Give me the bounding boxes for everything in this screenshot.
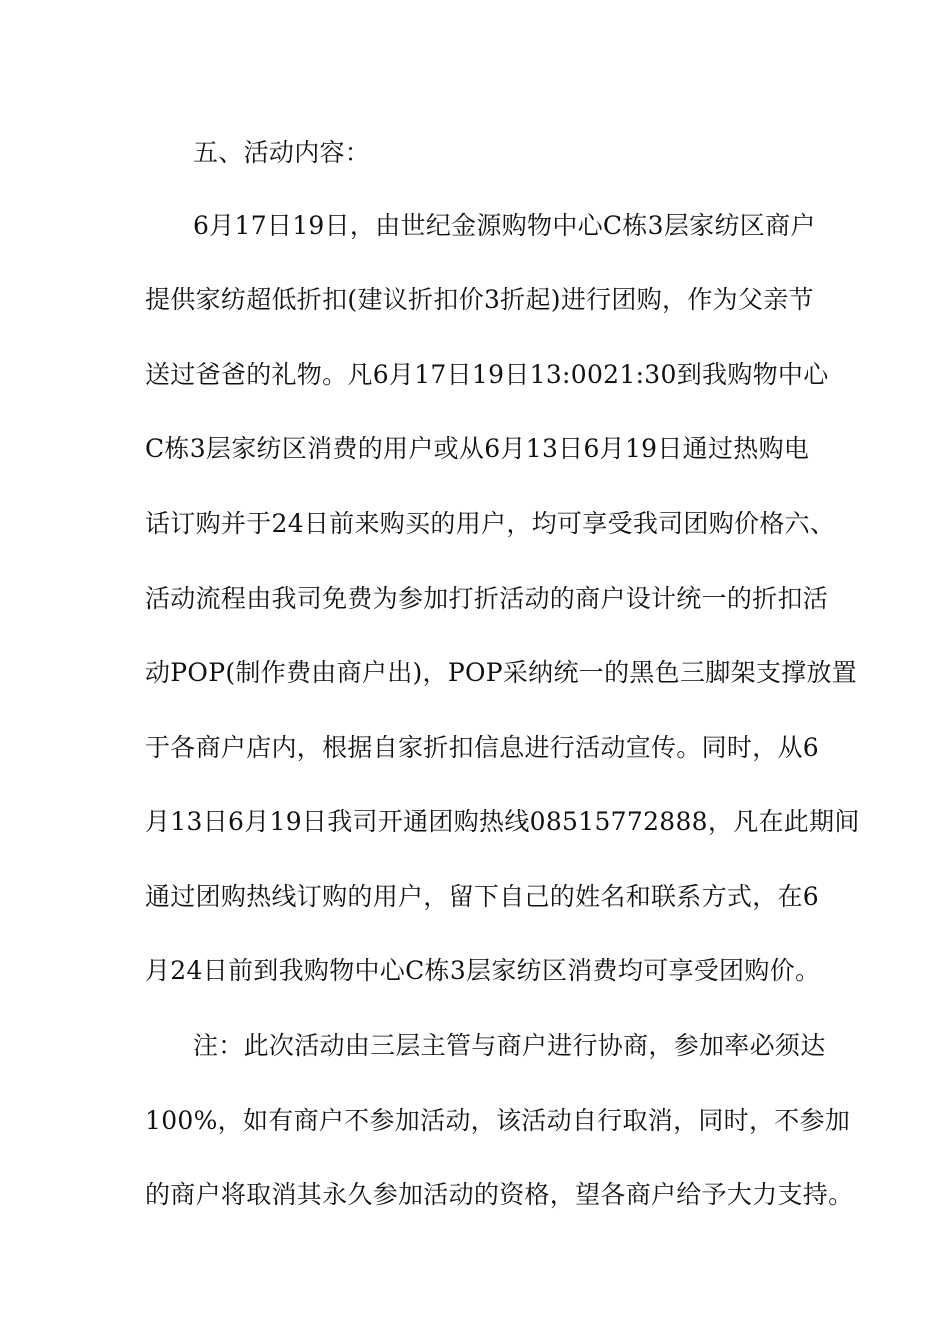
paragraph-line: 月13日6月19日我司开通团购热线08515772888，凡在此期间 xyxy=(145,807,860,836)
note-line: 的商户将取消其永久参加活动的资格，望各商户给予大力支持。 xyxy=(145,1180,854,1209)
paragraph-line: 提供家纺超低折扣(建议折扣价3折起)进行团购，作为父亲节 xyxy=(145,285,814,314)
paragraph-line: 送过爸爸的礼物。凡6月17日19日13:0021:30到我购物中心 xyxy=(145,360,829,389)
note-line: 100%，如有商户不参加活动，该活动自行取消，同时，不参加 xyxy=(145,1106,851,1135)
paragraph-line: 6月17日19日，由世纪金源购物中心C栋3层家纺区商户 xyxy=(193,211,816,240)
paragraph-line: 于各商户店内，根据自家折扣信息进行活动宣传。同时，从6 xyxy=(145,733,820,762)
paragraph-line: 月24日前到我购物中心C栋3层家纺区消费均可享受团购价。 xyxy=(145,956,821,985)
paragraph-line: 动POP(制作费由商户出)，POP采纳统一的黑色三脚架支撑放置 xyxy=(145,658,858,687)
paragraph-line: 活动流程由我司免费为参加打折活动的商户设计统一的折扣活 xyxy=(145,584,829,613)
paragraph-line: 话订购并于24日前来购买的用户，均可享受我司团购价格六、 xyxy=(145,509,836,538)
section-heading: 五、活动内容： xyxy=(193,138,371,167)
note-line: 注：此次活动由三层主管与商户进行协商，参加率必须达 xyxy=(193,1031,826,1060)
paragraph-line: C栋3层家纺区消费的用户或从6月13日6月19日通过热购电 xyxy=(145,434,810,463)
paragraph-line: 通过团购热线订购的用户，留下自己的姓名和联系方式，在6 xyxy=(145,882,820,911)
